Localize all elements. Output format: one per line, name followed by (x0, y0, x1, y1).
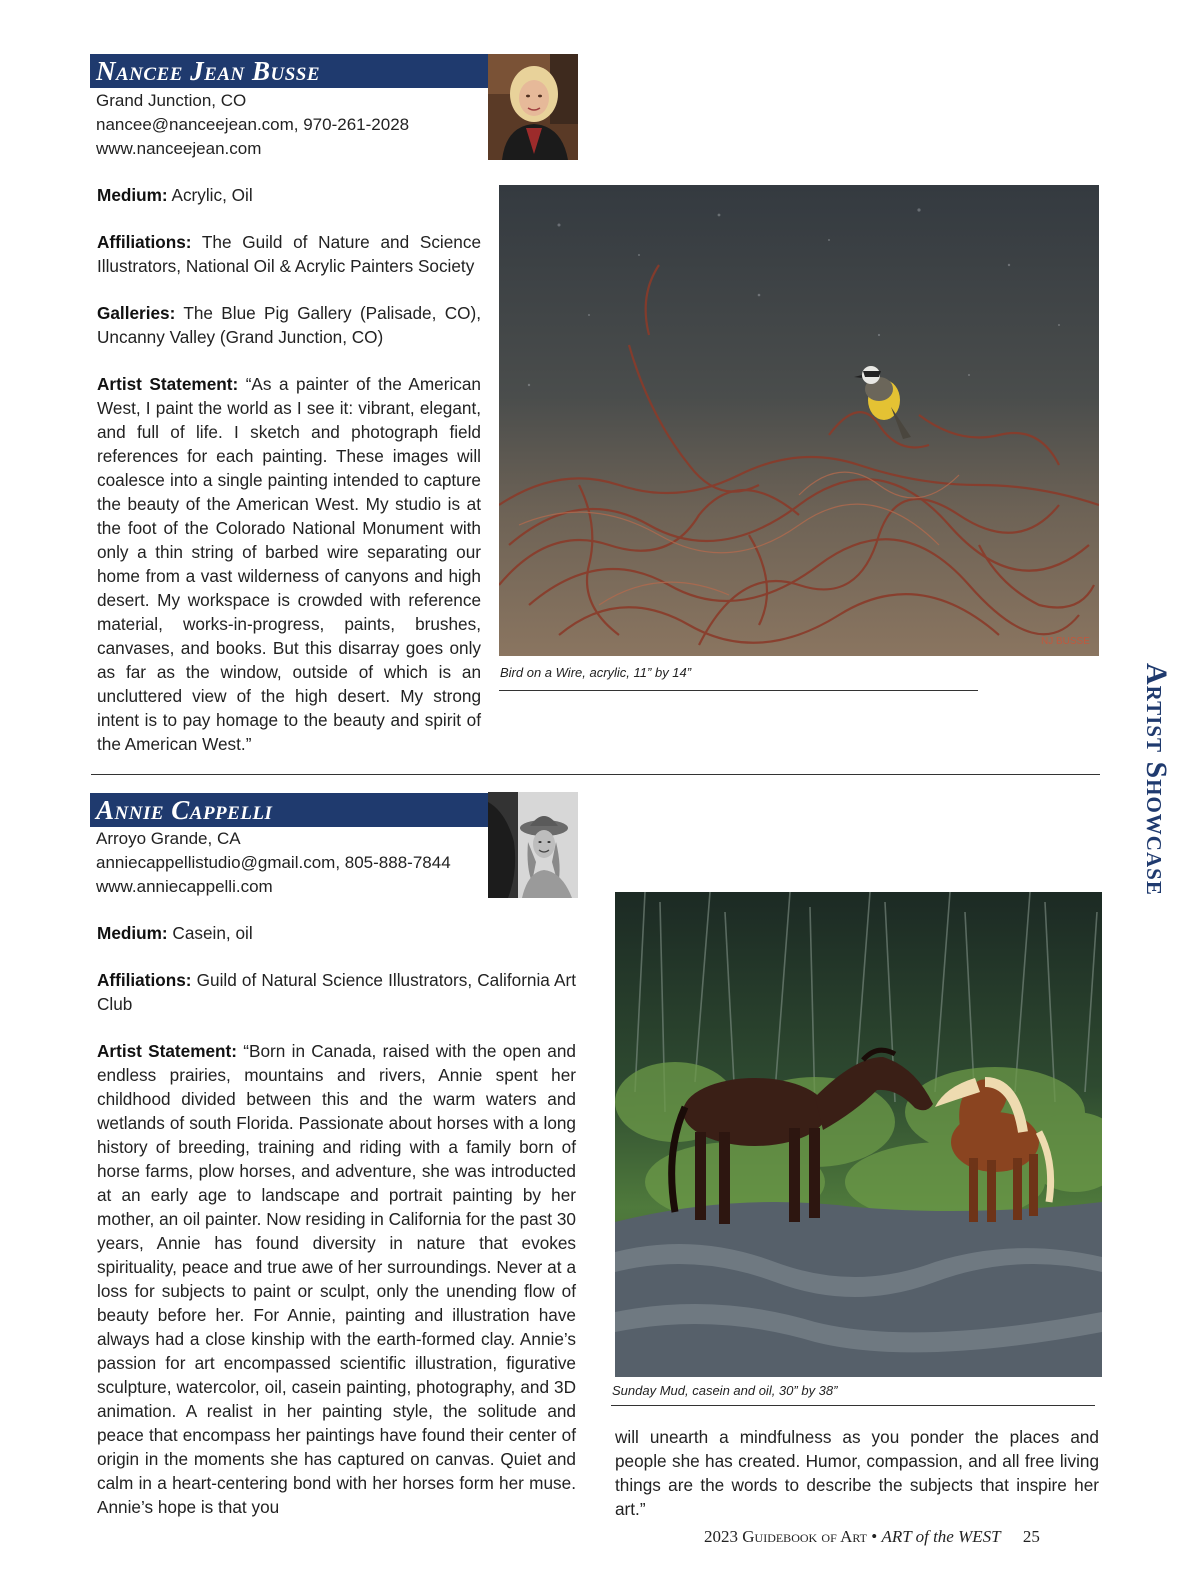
section-divider (91, 774, 1100, 775)
page-footer (704, 1527, 1040, 1547)
artwork-bird-on-a-wire (499, 185, 1099, 656)
footer-bullet: • (866, 1527, 882, 1546)
artwork2-caption-rule (611, 1405, 1095, 1406)
artist2-location: Arroyo Grande, CA (96, 829, 241, 848)
affiliations-value: The Guild of Nature and Science Illustrators, National Oil & Acrylic Painters Society (97, 232, 481, 276)
artist2-name-bar (90, 793, 488, 827)
artist1-email-phone[interactable]: nancee@nanceejean.com, 970-261-2028 (96, 115, 410, 134)
artist1-portrait (488, 54, 578, 160)
artist2-details (97, 921, 576, 1519)
artist1-medium (97, 183, 481, 207)
artwork1-caption-rule (499, 690, 978, 691)
galleries-label: Galleries: (97, 303, 176, 323)
artist2-medium (97, 921, 576, 945)
affiliations-label: Affiliations: (97, 970, 192, 990)
artist1-details (97, 183, 481, 756)
affiliations-label: Affiliations: (97, 232, 192, 252)
medium-label: Medium: (97, 185, 168, 205)
artist2-contact-block (96, 827, 486, 899)
artist1-contact-block (96, 89, 486, 161)
artwork1-caption: Bird on a Wire, acrylic, 11” by 14” (500, 665, 692, 680)
artwork2-caption: Sunday Mud, casein and oil, 30” by 38” (612, 1383, 838, 1398)
section-side-title: Artist Showcase (1140, 663, 1173, 896)
statement-text: “As a painter of the American West, I paint the world as I see it: vibrant, elegant, and full of life. I sketch and photograph field references for each painting. These images will coalesce into a single painting intended to capture the beauty of the American West. My studio is at the foot of the Colorado National Monument with only a thin string of barbed wire separating our home from a vast wilderness of canyons and high desert. My workspace is crowded with reference material, works-in-progress, paints, brushes, canvases, and books. But this disarray goes only as far as the window, outside of which is an uncluttered view of the high desert. My strong intent is to pay homage to the beauty and spirit of the American West.” (97, 374, 481, 754)
artist1-statement (97, 372, 481, 756)
artwork-sunday-mud (615, 892, 1102, 1377)
artist2-affiliations (97, 968, 576, 1016)
artist1-galleries (97, 301, 481, 349)
medium-value: Casein, oil (167, 923, 253, 943)
statement-label: Artist Statement: (97, 374, 239, 394)
artist1-name-bar (90, 54, 488, 88)
statement-text: “Born in Canada, raised with the open and endless prairies, mountains and rivers, Annie spent her childhood divided between this and the warm waters and wetlands of south Florida. Passionate about horses with a long history of breeding, training and riding with a family born of horse farms, plow horses, and adventure, she was introducted at an early age to landscape and portrait painting by her mother, an oil painter. Now residing in California for the past 30 years, Annie has found diversity in nature that evokes spirituality, peace and true awe of her surroundings. Never at a loss for subjects to paint or sculpt, only the unending flow of beauty before her. For Annie, painting and illustration have always had a close kinship with the earth-formed clay. Annie’s passion for art encompassed scientific illustration, figurative sculpture, watercolor, oil, casein painting, photography, and 3D animation. A realist in her painting style, the solitude and peace that encompass her paintings have found their center of origin in the moments she has captured on canvas. Quiet and calm in a heart-centering bond with her horses form her muse. Annie’s hope is that you (97, 1041, 576, 1517)
artist2-statement-continued: will unearth a mindfulness as you ponder the places and people she has created. Humor, compassion, and all free living things are the words to describe the subjects that inspire her art.” (615, 1427, 1099, 1519)
artist1-location: Grand Junction, CO (96, 91, 247, 110)
artist1-affiliations (97, 230, 481, 278)
artist1-website[interactable]: www.nanceejean.com (96, 139, 262, 158)
artist2-website[interactable]: www.anniecappelli.com (96, 877, 273, 896)
affiliations-value: Guild of Natural Science Illustrators, California Art Club (97, 970, 576, 1014)
galleries-value: The Blue Pig Gallery (Palisade, CO), Uncanny Valley (Grand Junction, CO) (97, 303, 481, 347)
page-number: 25 (1022, 1527, 1040, 1546)
artist2-name: Annie Cappelli (96, 795, 273, 825)
painting-signature: NJ BUSSE (1041, 636, 1090, 647)
statement-label: Artist Statement: (97, 1041, 237, 1061)
artist2-portrait (488, 792, 578, 898)
artist2-email-phone[interactable]: anniecappellistudio@gmail.com, 805-888-7844 (96, 853, 451, 872)
footer-publication: ART of the WEST (881, 1527, 1001, 1546)
medium-value: Acrylic, Oil (167, 185, 253, 205)
artist1-name: Nancee Jean Busse (96, 56, 321, 86)
medium-label: Medium: (97, 923, 168, 943)
artist2-statement (97, 1039, 576, 1519)
footer-guidebook: 2023 Guidebook of Art (704, 1527, 867, 1546)
